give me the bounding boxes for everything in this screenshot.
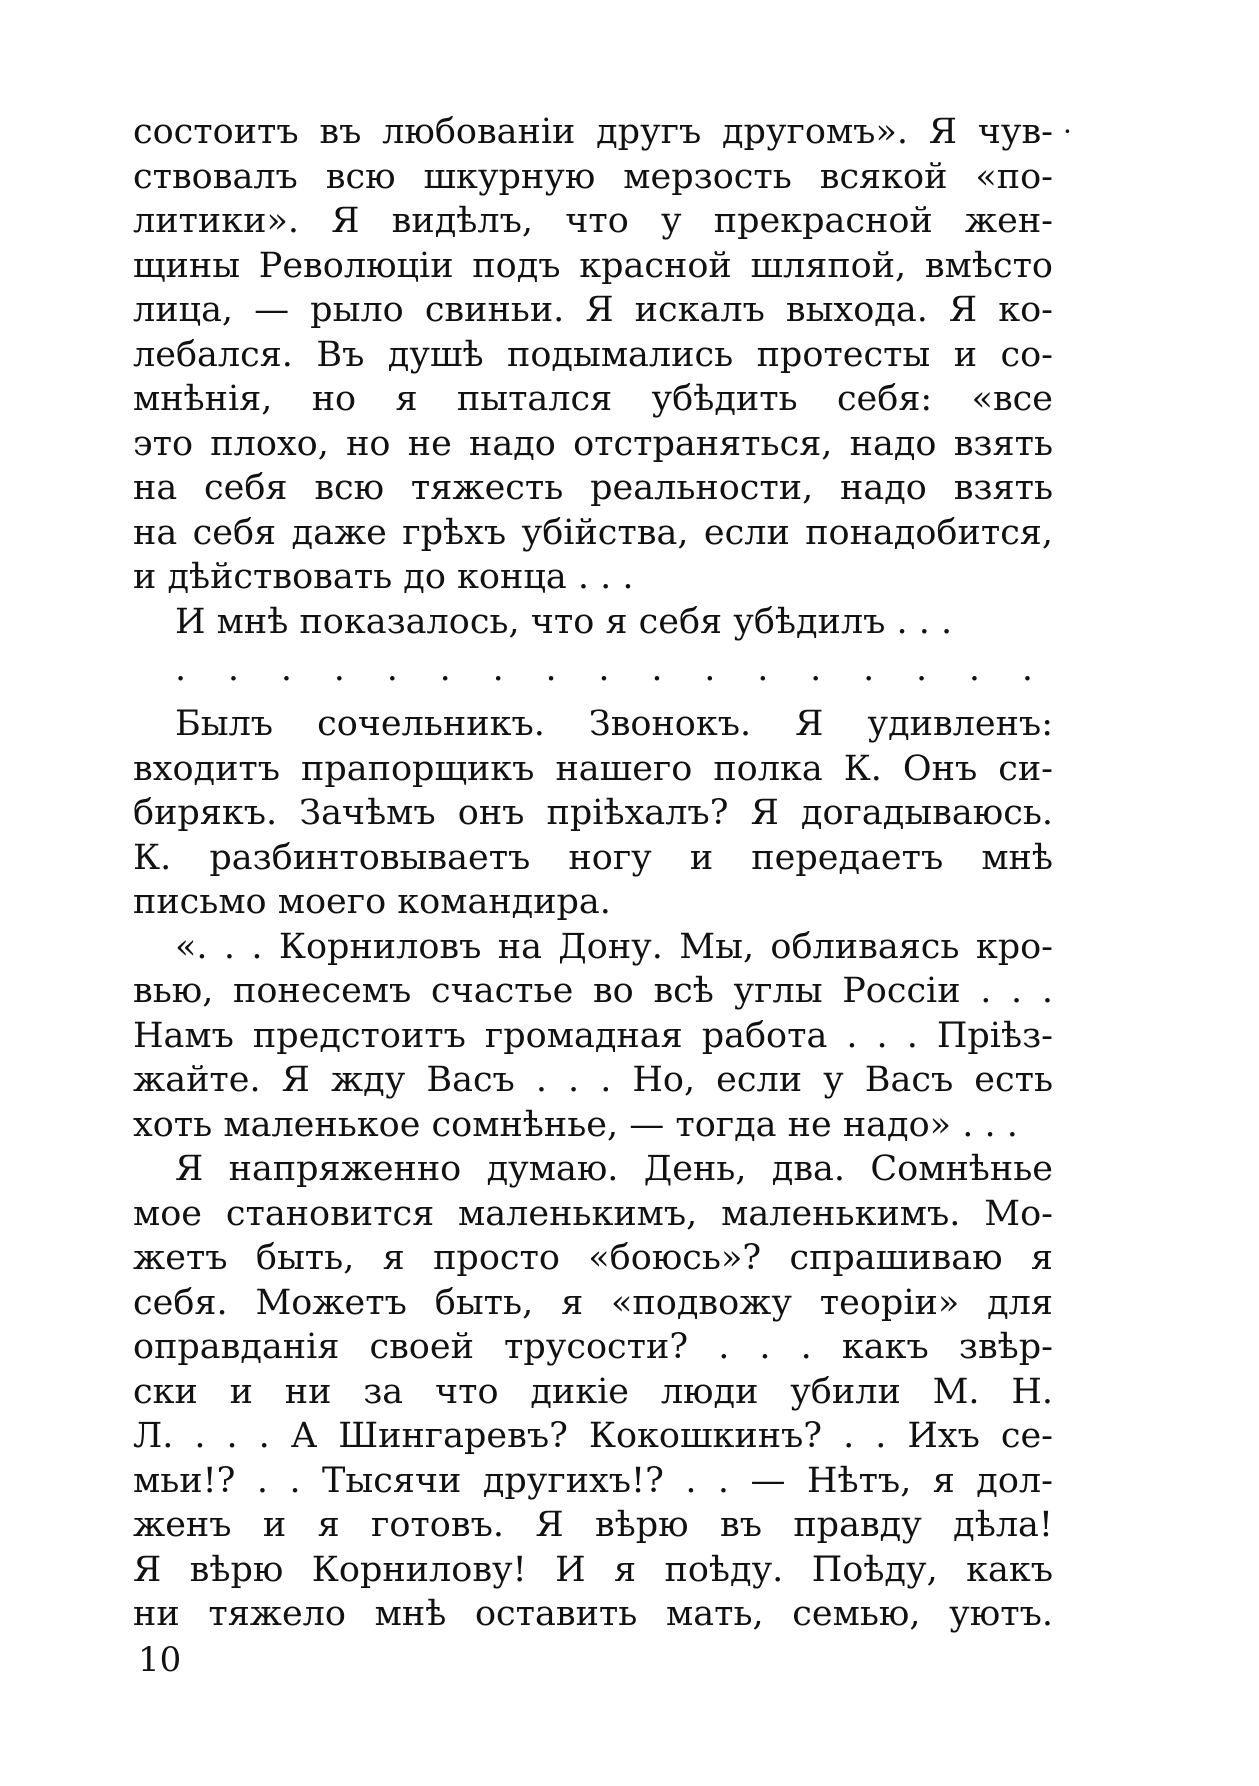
text-line: литики». Я видѣлъ, что у прекрасной жен- bbox=[133, 201, 1053, 241]
text-line: это плохо, но не надо отстраняться, надо взять bbox=[133, 423, 1053, 464]
text-line: Л. . . . А Шингаревъ? Кокошкинъ? . . Ихъ се- bbox=[133, 1416, 1053, 1456]
text-line: жетъ быть, я просто «боюсь»? спрашиваю я bbox=[133, 1238, 1053, 1278]
text-line: входитъ прапорщикъ нашего полка К. Онъ си- bbox=[133, 748, 1053, 789]
text-line: на себя всю тяжесть реальности, надо взять bbox=[133, 468, 1053, 508]
text-line: мьи!? . . Тысячи другихъ!? . . — Нѣтъ, я дол- bbox=[133, 1460, 1053, 1501]
paragraph-2 bbox=[133, 600, 1053, 645]
section-separator: . . . . . . . . . . . . . . . . . bbox=[175, 649, 1033, 689]
text-line: лица, — рыло свиньи. Я искалъ выхода. Я ко- bbox=[133, 290, 1053, 330]
text-line: «. . . Корниловъ на Дону. Мы, обливаясь кро- bbox=[175, 926, 1053, 967]
text-line: мнѣнія, но я пытался убѣдить себя: «все bbox=[133, 379, 1053, 419]
text-line: состоитъ въ любованіи другъ другомъ». Я чув- bbox=[133, 112, 1053, 152]
paragraph-3 bbox=[133, 702, 1053, 925]
text-line: письмо моего командира. bbox=[133, 882, 611, 922]
text-line: ни тяжело мнѣ оставить мать, семью, уютъ. bbox=[133, 1594, 1053, 1634]
page-body bbox=[133, 110, 1053, 1637]
text-line: женъ и я готовъ. Я вѣрю въ правду дѣла! bbox=[133, 1505, 1053, 1545]
stray-mark: · bbox=[1063, 115, 1072, 148]
page-number: 10 bbox=[138, 1640, 182, 1680]
paragraph-4-letter-quote bbox=[133, 925, 1053, 1148]
text-line: хоть маленькое сомнѣнье, — тогда не надо» . . . bbox=[133, 1104, 1018, 1145]
text-line: ски и ни за что дикіе люди убили М. Н. bbox=[133, 1371, 1053, 1412]
text-line: Я напряженно думаю. День, два. Сомнѣнье bbox=[175, 1149, 1053, 1189]
text-line: себя. Можетъ быть, я «подвожу теоріи» для bbox=[133, 1282, 1053, 1323]
text-line: и дѣйствовать до конца . . . bbox=[133, 557, 634, 597]
text-line: ствовалъ всю шкурную мерзость всякой «по- bbox=[133, 156, 1053, 197]
paragraph-5 bbox=[133, 1147, 1053, 1637]
text-line: Намъ предстоитъ громадная работа . . . Пріѣз- bbox=[133, 1015, 1053, 1056]
text-line: Я вѣрю Корнилову! И я поѣду. Поѣду, какъ bbox=[133, 1549, 1053, 1590]
text-line: оправданія своей трусости? . . . какъ звѣр- bbox=[133, 1327, 1053, 1367]
text-line: К. разбинтовываетъ ногу и передаетъ мнѣ bbox=[133, 837, 1053, 878]
text-line: щины Революціи подъ красной шляпой, вмѣсто bbox=[133, 245, 1053, 286]
text-line: И мнѣ показалось, что я себя убѣдилъ . . . bbox=[175, 601, 953, 642]
text-line: лебался. Въ душѣ подымались протесты и со- bbox=[133, 334, 1053, 375]
paragraph-1 bbox=[133, 110, 1053, 600]
text-line: жайте. Я жду Васъ . . . Но, если у Васъ есть bbox=[133, 1060, 1053, 1100]
text-line: вью, понесемъ счастье во всѣ углы Россіи . . . bbox=[133, 971, 1053, 1011]
text-line: на себя даже грѣхъ убійства, если понадобится, bbox=[133, 512, 1053, 553]
text-line: бирякъ. Зачѣмъ онъ пріѣхалъ? Я догадываюсь. bbox=[133, 793, 1053, 833]
text-line: мое становится маленькимъ, маленькимъ. Мо- bbox=[133, 1193, 1053, 1234]
text-line: Былъ сочельникъ. Звонокъ. Я удивленъ: bbox=[175, 704, 1053, 744]
